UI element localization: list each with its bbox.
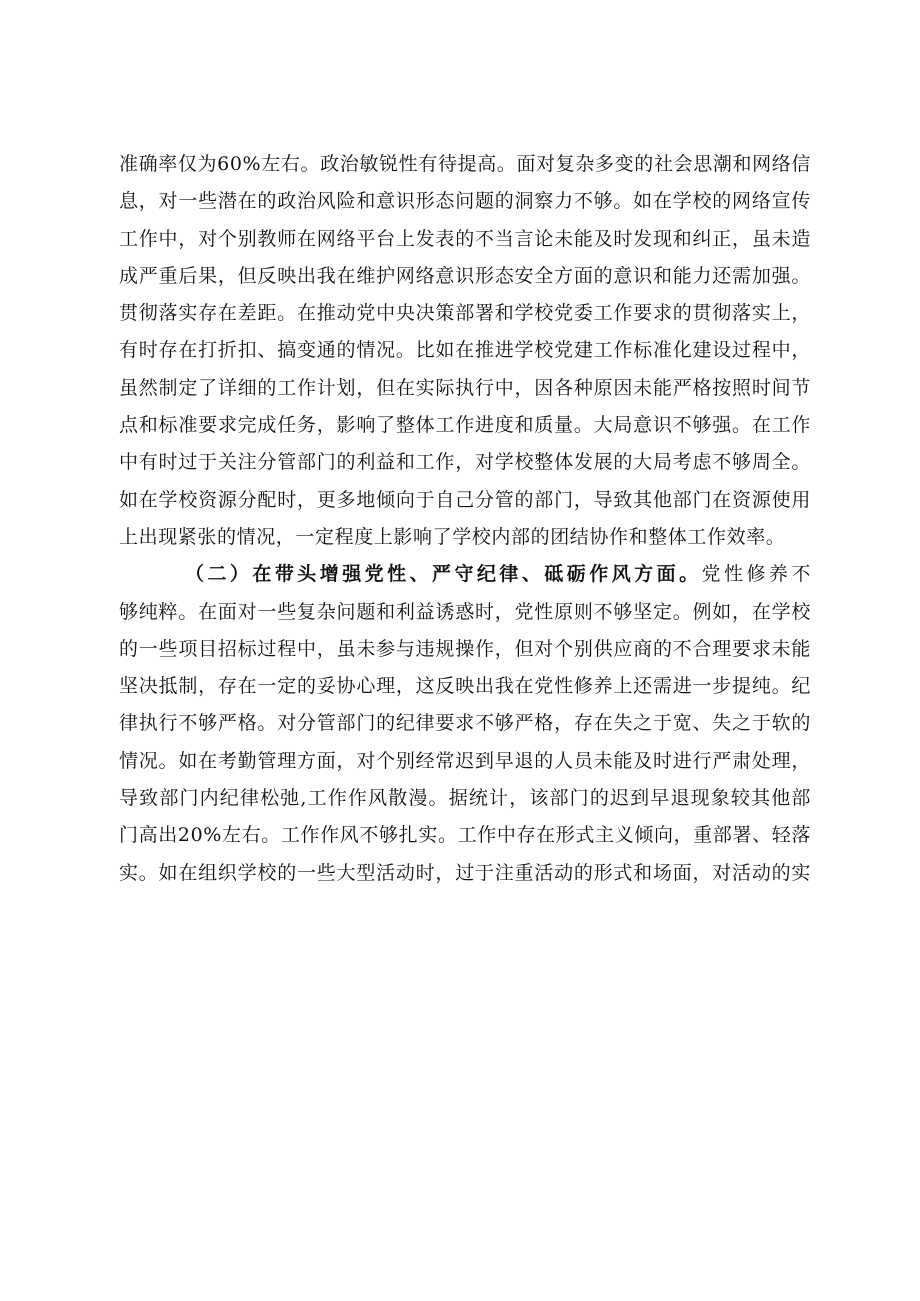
paragraph-line: 如在学校资源分配时，更多地倾向于自己分管的部门，导致其他部门在资源使用 — [119, 488, 811, 511]
paragraph-line: 准确率仅为60%左右。政治敏锐性有待提高。面对复杂多变的社会思潮和网络信 — [119, 153, 811, 175]
paragraph-line: 的一些项目招标过程中，虽未参与违规操作，但对个别供应商的不合理要求未能 — [119, 637, 811, 660]
paragraph-line: 点和标准要求完成任务，影响了整体工作进度和质量。大局意识不够强。在工作 — [119, 414, 811, 437]
paragraph-line: 门高出20%左右。工作作风不够扎实。工作中存在形式主义倾向，重部署、轻落 — [119, 824, 811, 847]
paragraph-line: 虽然制定了详细的工作计划，但在实际执行中，因各种原因未能严格按照时间节 — [119, 376, 811, 399]
paragraph-line: 律执行不够严格。对分管部门的纪律要求不够严格，存在失之于宽、失之于软的 — [119, 712, 811, 735]
paragraph-line: 上出现紧张的情况，一定程度上影响了学校内部的团结协作和整体工作效率。 — [119, 525, 786, 548]
paragraph-line: 够纯粹。在面对一些复杂问题和利益诱惑时，党性原则不够坚定。例如，在学校 — [119, 600, 811, 623]
paragraph-line: 实。如在组织学校的一些大型活动时，过于注重活动的形式和场面，对活动的实 — [119, 861, 811, 884]
paragraph-line: 中有时过于关注分管部门的利益和工作，对学校整体发展的大局考虑不够周全。 — [119, 451, 811, 474]
paragraph-line: 情况。如在考勤管理方面，对个别经常迟到早退的人员未能及时进行严肃处理， — [119, 749, 811, 772]
body-text — [119, 146, 811, 892]
paragraph-line: 成严重后果，但反映出我在维护网络意识形态安全方面的意识和能力还需加强。 — [119, 264, 811, 287]
paragraph-line: 导致部门内纪律松弛,工作作风散漫。据统计，该部门的迟到早退现象较其他部 — [119, 787, 811, 810]
paragraph-line: 工作中，对个别教师在网络平台上发表的不当言论未能及时发现和纠正，虽未造 — [119, 227, 811, 250]
section-heading: （二）在带头增强党性、严守纪律、砥砺作风方面。 — [185, 563, 702, 586]
paragraph-line: 坚决抵制，存在一定的妥协心理，这反映出我在党性修养上还需进一步提纯。纪 — [119, 675, 811, 698]
section-heading-line — [119, 556, 811, 593]
paragraph-line: 息，对一些潜在的政治风险和意识形态问题的洞察力不够。如在学校的网络宣传 — [119, 190, 811, 213]
paragraph-line-start: 党性修养不 — [701, 563, 811, 586]
paragraph-line: 有时存在打折扣、搞变通的情况。比如在推进学校党建工作标准化建设过程中， — [119, 339, 811, 362]
paragraph-line: 贯彻落实存在差距。在推动党中央决策部署和学校党委工作要求的贯彻落实上， — [119, 302, 811, 325]
